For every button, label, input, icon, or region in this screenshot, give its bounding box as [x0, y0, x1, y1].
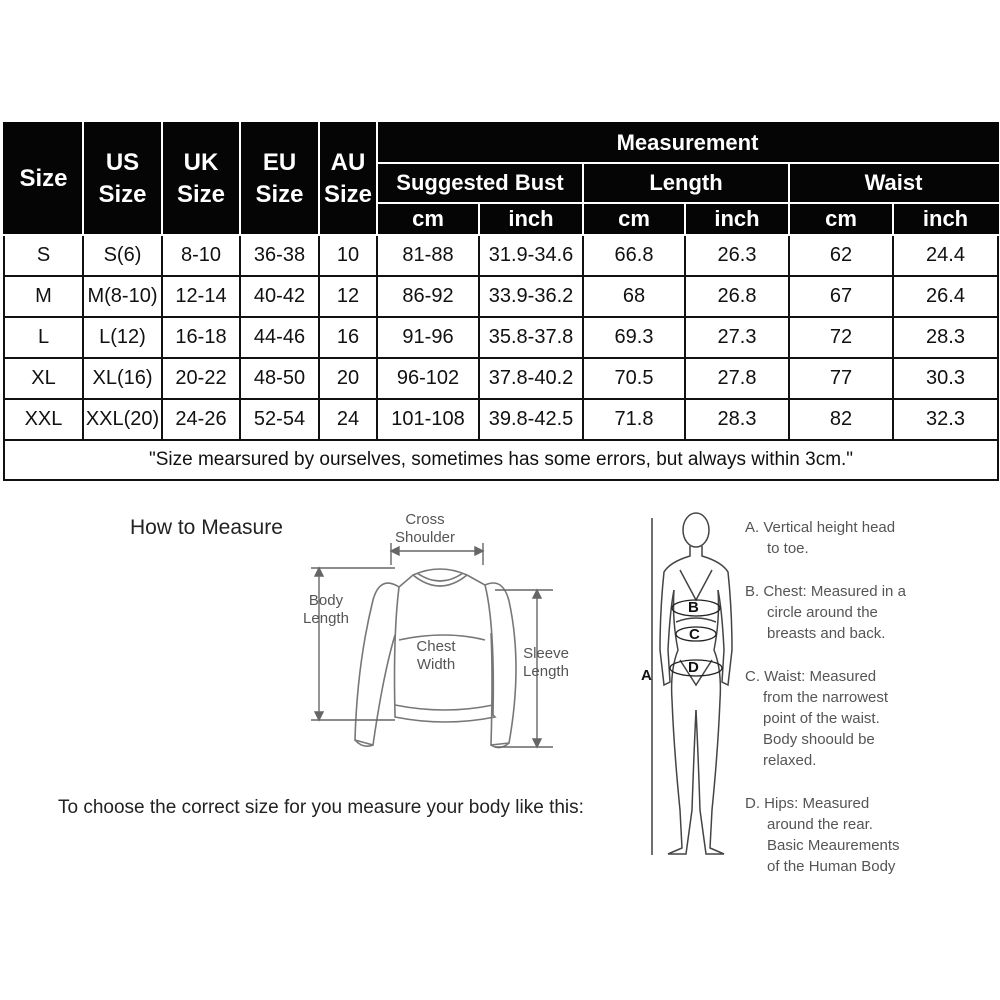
body-letter-a: A [641, 667, 652, 684]
body-letter-b: B [688, 599, 699, 616]
table-cell: 36-38 [240, 235, 319, 276]
table-cell: 66.8 [583, 235, 685, 276]
header-waist: Waist [789, 163, 998, 203]
table-row [4, 276, 998, 317]
header-unit: inch [685, 203, 789, 235]
table-cell: S(6) [83, 235, 162, 276]
table-cell: 40-42 [240, 276, 319, 317]
header-unit: inch [893, 203, 998, 235]
table-cell: 30.3 [893, 358, 998, 399]
table-cell: 32.3 [893, 399, 998, 440]
table-cell: 24 [319, 399, 377, 440]
table-row [4, 358, 998, 399]
header-uk-size: UK Size [162, 123, 240, 235]
header-unit: cm [789, 203, 893, 235]
table-body [4, 235, 998, 480]
table-cell: 28.3 [685, 399, 789, 440]
table-cell: 35.8-37.8 [479, 317, 583, 358]
size-chart-table [3, 122, 999, 481]
body-letter-d: D [688, 659, 699, 676]
table-cell: XXL(20) [83, 399, 162, 440]
body-figure-diagram [630, 510, 740, 860]
table-cell: 77 [789, 358, 893, 399]
table-cell: 28.3 [893, 317, 998, 358]
table-cell: 16 [319, 317, 377, 358]
table-cell: 82 [789, 399, 893, 440]
body-letter-c: C [689, 626, 700, 643]
chest-width-label: Chest Width [416, 638, 456, 673]
table-cell: 48-50 [240, 358, 319, 399]
header-size: Size [4, 123, 83, 235]
table-row [4, 235, 998, 276]
header-au-size: AU Size [319, 123, 377, 235]
table-cell: 70.5 [583, 358, 685, 399]
table-cell: L [4, 317, 83, 358]
header-eu-size: EU Size [240, 123, 319, 235]
table-cell: 27.8 [685, 358, 789, 399]
table-cell: 12-14 [162, 276, 240, 317]
table-cell: 33.9-36.2 [479, 276, 583, 317]
table-cell: 101-108 [377, 399, 479, 440]
table-cell: 24-26 [162, 399, 240, 440]
table-cell: 26.3 [685, 235, 789, 276]
table-note-row [4, 440, 998, 480]
table-cell: 71.8 [583, 399, 685, 440]
table-cell: 39.8-42.5 [479, 399, 583, 440]
table-row [4, 399, 998, 440]
header-us-size: US Size [83, 123, 162, 235]
table-cell: XL(16) [83, 358, 162, 399]
table-row [4, 317, 998, 358]
table-cell: 12 [319, 276, 377, 317]
legend-item-b: B. Chest: Measured in a circle around the breasts and back. [745, 583, 906, 642]
header-unit: cm [377, 203, 479, 235]
table-cell: XXL [4, 399, 83, 440]
header-unit: cm [583, 203, 685, 235]
header-suggested-bust: Suggested Bust [377, 163, 583, 203]
table-cell: 8-10 [162, 235, 240, 276]
table-cell: 20-22 [162, 358, 240, 399]
instruction-text: To choose the correct size for you measure your body like this: [58, 797, 584, 818]
table-cell: L(12) [83, 317, 162, 358]
table-cell: 10 [319, 235, 377, 276]
table-cell: 62 [789, 235, 893, 276]
measurement-note: "Size mearsured by ourselves, sometimes has some errors, but always within 3cm." [4, 440, 998, 480]
table-cell: M(8-10) [83, 276, 162, 317]
header-unit: inch [479, 203, 583, 235]
legend-item-d: D. Hips: Measured around the rear. Basic Meaurements of the Human Body [745, 795, 900, 875]
table-cell: 69.3 [583, 317, 685, 358]
table-cell: 68 [583, 276, 685, 317]
table-cell: 27.3 [685, 317, 789, 358]
header-measurement: Measurement [377, 123, 998, 163]
table-cell: 81-88 [377, 235, 479, 276]
table-cell: 16-18 [162, 317, 240, 358]
table-cell: 86-92 [377, 276, 479, 317]
table-cell: XL [4, 358, 83, 399]
table-cell: S [4, 235, 83, 276]
table-cell: M [4, 276, 83, 317]
table-cell: 24.4 [893, 235, 998, 276]
table-cell: 31.9-34.6 [479, 235, 583, 276]
table-cell: 20 [319, 358, 377, 399]
header-length: Length [583, 163, 789, 203]
table-cell: 72 [789, 317, 893, 358]
table-cell: 67 [789, 276, 893, 317]
table-cell: 96-102 [377, 358, 479, 399]
body-length-label: Body Length [303, 592, 349, 627]
cross-shoulder-label: Cross Shoulder [394, 511, 456, 546]
legend-item-c: C. Waist: Measured from the narrowest point of the waist. Body shoould be relaxed. [745, 668, 889, 769]
table-cell: 52-54 [240, 399, 319, 440]
table-cell: 91-96 [377, 317, 479, 358]
table-cell: 26.8 [685, 276, 789, 317]
legend-item-a: A. Vertical height head to toe. [745, 519, 896, 557]
sleeve-length-label: Sleeve Length [523, 645, 569, 680]
table-cell: 26.4 [893, 276, 998, 317]
table-cell: 44-46 [240, 317, 319, 358]
how-to-measure-title: How to Measure [130, 516, 283, 539]
table-cell: 37.8-40.2 [479, 358, 583, 399]
